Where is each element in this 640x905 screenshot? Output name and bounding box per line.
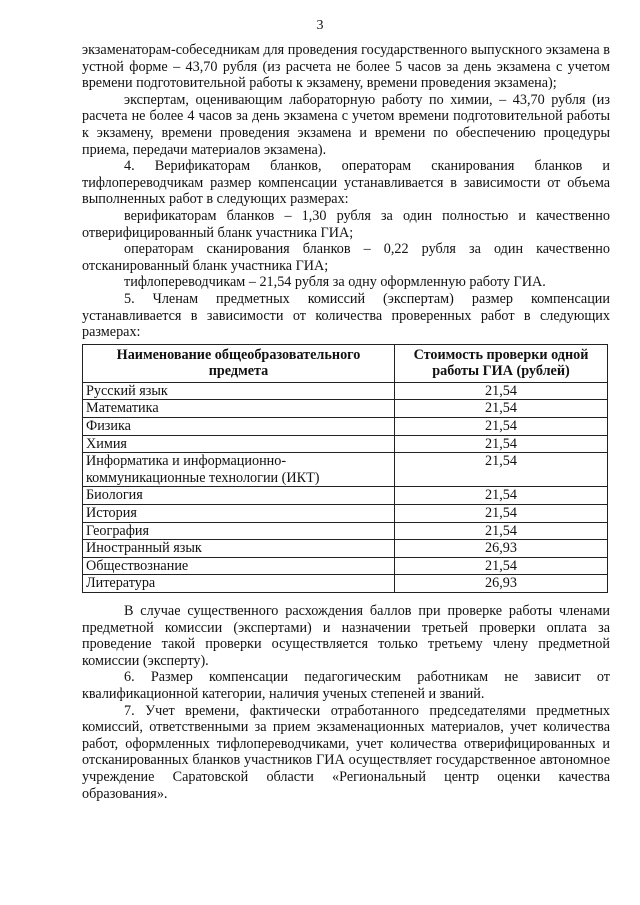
paragraph: верификаторам бланков – 1,30 рубля за один полностью и качественно отверифицированный бланк участника ГИА; (82, 207, 610, 241)
table-row (83, 453, 608, 487)
table-row (83, 557, 608, 575)
cost-cell: 21,54 (395, 487, 608, 505)
cost-cell: 26,93 (395, 575, 608, 593)
subject-cell: Математика (83, 400, 395, 418)
paragraph: 5. Членам предметных комиссий (экспертам) размер компенсации устанавливается в зависимости от количества проверенных работ в следующих размерах: (82, 290, 610, 341)
paragraph: операторам сканирования бланков – 0,22 рубля за один качественно отсканированный бланк участника ГИА; (82, 241, 610, 274)
paragraph: экспертам, оценивающим лабораторную работу по химии, – 43,70 рубля (из расчета не более 4 часов за день экзамена с учетом времени подготовительной работы к экзамену, времени проведения экзамена и времени по обеспечению процедуры приема, передачи материалов экзамена). (82, 91, 610, 158)
table-row (83, 418, 608, 436)
cost-cell: 21,54 (395, 522, 608, 540)
cost-cell: 21,54 (395, 382, 608, 400)
cost-cell: 21,54 (395, 400, 608, 418)
cost-cell: 21,54 (395, 557, 608, 575)
paragraph: 4. Верификаторам бланков, операторам сканирования бланков и тифлопереводчикам размер компенсации устанавливается в зависимости от объема выполненных работ в следующих размерах: (82, 158, 610, 208)
table-row (83, 487, 608, 505)
table-row (83, 382, 608, 400)
header-cost: Стоимость проверки одной работы ГИА (рублей) (395, 344, 608, 382)
paragraphs-bottom (82, 603, 610, 802)
subject-cell: Обществознание (83, 557, 395, 575)
subject-cell: История (83, 505, 395, 523)
subject-cell: Физика (83, 418, 395, 436)
paragraph: тифлопереводчикам – 21,54 рубля за одну оформленную работу ГИА. (124, 274, 546, 291)
subject-cell: Химия (83, 435, 395, 453)
paragraph: 7. Учет времени, фактически отработанного председателями предметных комиссий, ответственными за прием экзаменационных материалов, учет количества работ, оформленных тифлопереводчиками, учет количества отверифицированных и отсканированных бланков участников ГИА осуществляет государственное автономное учреждение Саратовской области «Региональный центр оценки качества образования». (82, 702, 610, 802)
table-row (83, 575, 608, 593)
table-row (83, 435, 608, 453)
table-header-row (83, 344, 608, 382)
cost-cell: 21,54 (395, 453, 608, 487)
paragraph: экзаменаторам-собеседникам для проведения государственного выпускного экзамена в устной форме – 43,70 рубля (из расчета не более 5 часов за день экзамена с учетом времени подготовительной работы к экзамену, времени проведения экзамена); (82, 42, 610, 92)
cost-cell: 21,54 (395, 505, 608, 523)
subject-cell: Литература (83, 575, 395, 593)
paragraph: 6. Размер компенсации педагогическим работникам не зависит от квалификационной категории, наличия ученых степеней и званий. (82, 669, 610, 702)
paragraph: В случае существенного расхождения баллов при проверке работы членами предметной комиссии (экспертами) и назначении третьей проверки оплата за проведение такой проверки осуществляется только третьему члену предметной комиссии (эксперту). (82, 603, 610, 669)
compensation-table (82, 344, 608, 593)
page-number: 3 (316, 18, 324, 33)
paragraphs-top (82, 42, 610, 341)
subject-cell: Информатика и информационно-коммуникационные технологии (ИКТ) (83, 453, 395, 487)
header-subject: Наименование общеобразовательного предмета (83, 344, 395, 382)
subject-cell: Иностранный язык (83, 540, 395, 558)
table-row (83, 400, 608, 418)
cost-cell: 26,93 (395, 540, 608, 558)
cost-cell: 21,54 (395, 435, 608, 453)
table-row (83, 522, 608, 540)
subject-cell: Русский язык (83, 382, 395, 400)
table-row (83, 540, 608, 558)
document-body (82, 42, 610, 802)
subject-cell: География (83, 522, 395, 540)
table-row (83, 505, 608, 523)
subject-cell: Биология (83, 487, 395, 505)
cost-cell: 21,54 (395, 418, 608, 436)
table-body (83, 382, 608, 592)
